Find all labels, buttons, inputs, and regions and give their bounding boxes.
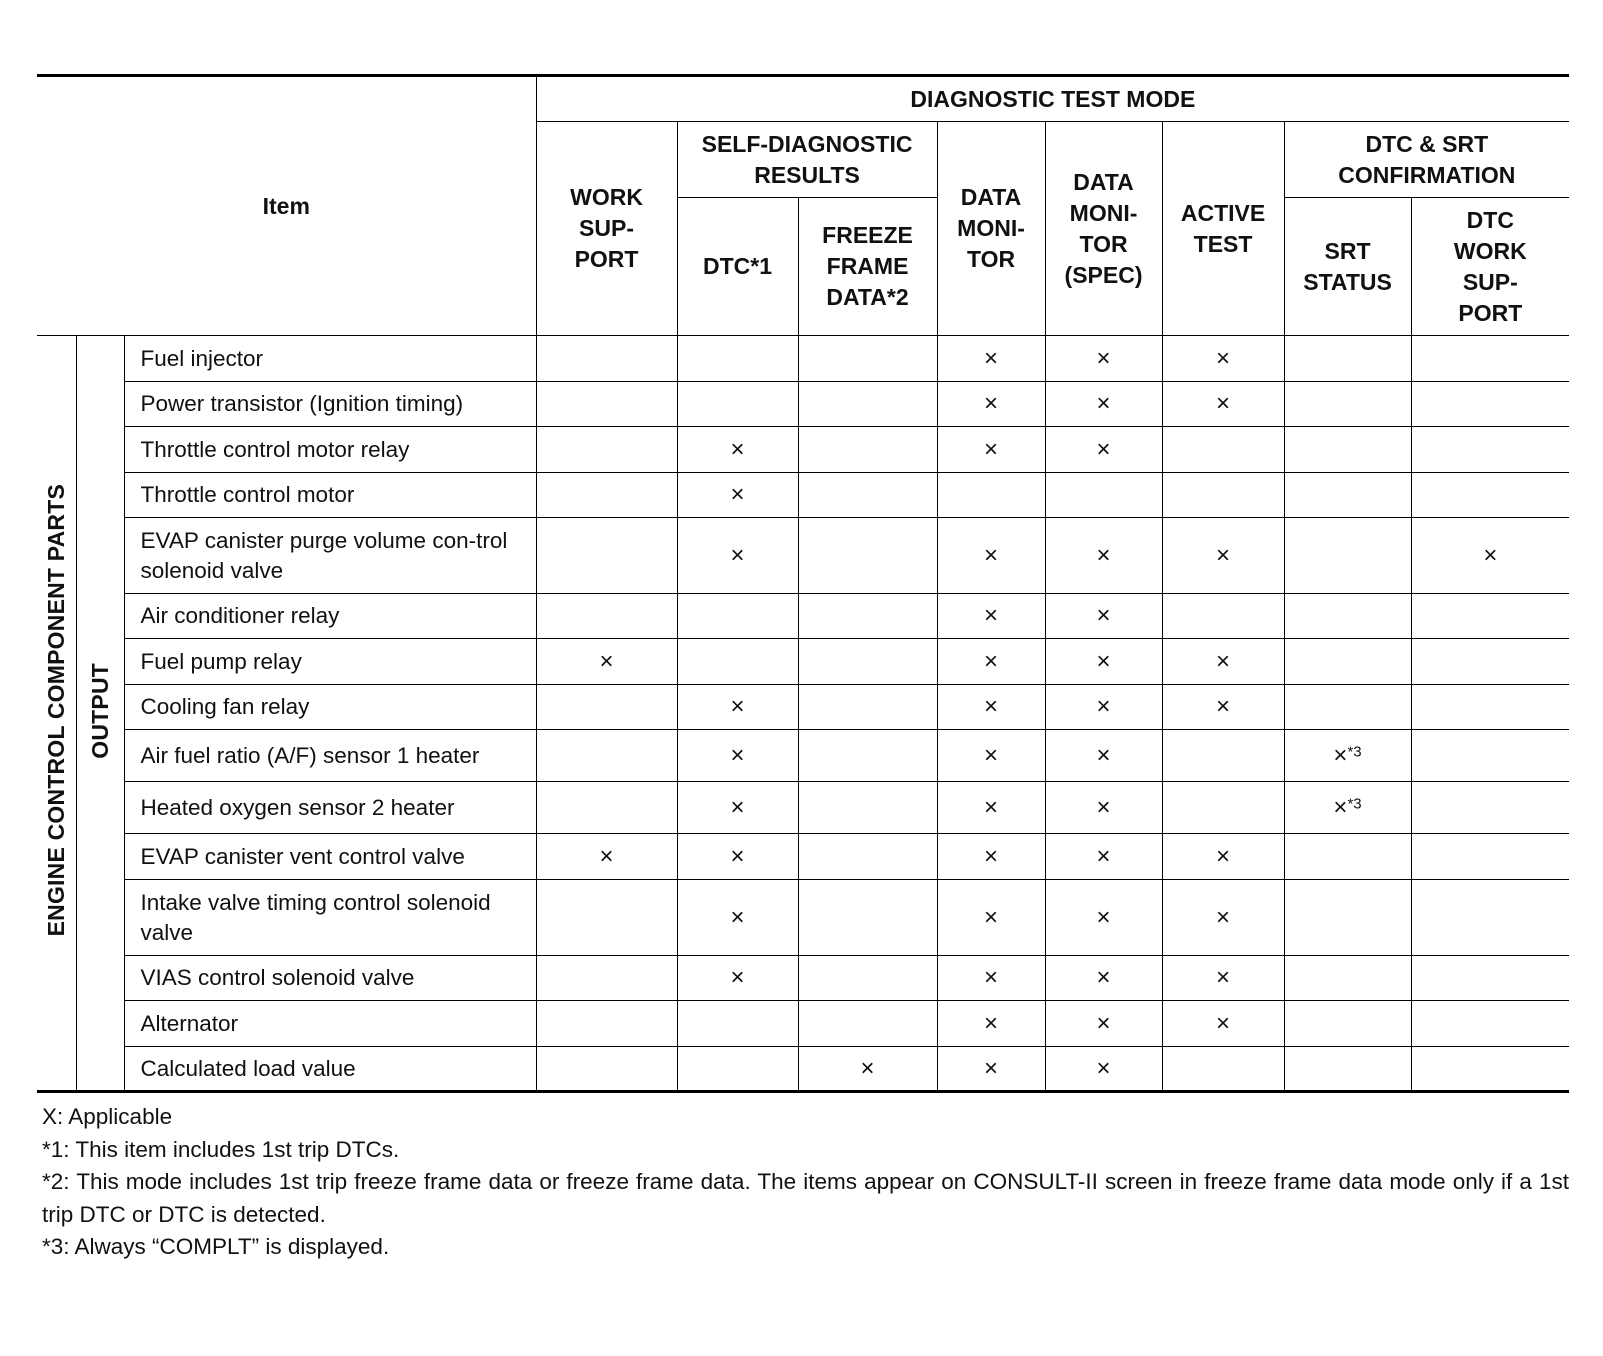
dtc-cell xyxy=(677,336,798,382)
table-row xyxy=(37,782,1569,834)
data-monitor-spec-applicable-mark: × xyxy=(1045,336,1162,382)
dtc-work-support-cell xyxy=(1411,1001,1569,1047)
srt-status-cell xyxy=(1284,685,1411,730)
data-monitor-header: DATA MONI- TOR xyxy=(937,122,1045,336)
srt-status-cell xyxy=(1284,730,1411,782)
data-monitor-applicable-mark: × xyxy=(937,427,1045,473)
dtc-applicable-mark: × xyxy=(677,473,798,518)
freeze-frame-data-cell xyxy=(798,1001,937,1047)
data-monitor-spec-applicable-mark: × xyxy=(1045,782,1162,834)
table-row xyxy=(37,834,1569,880)
active-test-cell xyxy=(1162,473,1284,518)
srt-status-cell xyxy=(1284,382,1411,427)
freeze-frame-data-cell xyxy=(798,782,937,834)
data-monitor-spec-applicable-mark: × xyxy=(1045,956,1162,1001)
freeze-frame-data-cell xyxy=(798,639,937,685)
dtc-work-support-cell xyxy=(1411,382,1569,427)
dtc-applicable-mark: × xyxy=(677,834,798,880)
data-monitor-spec-applicable-mark: × xyxy=(1045,1047,1162,1092)
dtc-work-support-cell xyxy=(1411,1047,1569,1092)
item-header: Item xyxy=(37,76,536,336)
work-support-applicable-mark: × xyxy=(536,639,677,685)
srt-status-cell xyxy=(1284,336,1411,382)
dtc-header: DTC*1 xyxy=(677,198,798,336)
data-monitor-applicable-mark: × xyxy=(937,685,1045,730)
note-2: *2: This mode includes 1st trip freeze frame data or freeze frame data. The items appear on CONSULT-II screen in freeze frame data mode only if a 1st trip DTC or DTC is detected. xyxy=(42,1169,1569,1227)
active-test-header: ACTIVE TEST xyxy=(1162,122,1284,336)
data-monitor-spec-cell xyxy=(1045,473,1162,518)
freeze-frame-data-cell xyxy=(798,956,937,1001)
data-monitor-spec-header: DATA MONI- TOR (SPEC) xyxy=(1045,122,1162,336)
table-row xyxy=(37,427,1569,473)
table-row xyxy=(37,730,1569,782)
footnote-ref: *3 xyxy=(1347,742,1362,760)
dtc-work-support-cell xyxy=(1411,956,1569,1001)
dtc-applicable-mark: × xyxy=(677,880,798,956)
data-monitor-spec-applicable-mark: × xyxy=(1045,1001,1162,1047)
freeze-frame-data-cell xyxy=(798,382,937,427)
table-row xyxy=(37,518,1569,594)
data-monitor-spec-applicable-mark: × xyxy=(1045,834,1162,880)
work-support-header: WORK SUP- PORT xyxy=(536,122,677,336)
dtc-applicable-mark: × xyxy=(677,956,798,1001)
work-support-cell xyxy=(536,473,677,518)
data-monitor-applicable-mark: × xyxy=(937,1047,1045,1092)
dtc-work-support-cell xyxy=(1411,782,1569,834)
data-monitor-applicable-mark: × xyxy=(937,518,1045,594)
item-cell: Fuel injector xyxy=(124,336,536,382)
dtc-applicable-mark: × xyxy=(677,782,798,834)
table-row xyxy=(37,594,1569,639)
dtc-work-support-cell xyxy=(1411,639,1569,685)
diagnostic-table-section xyxy=(37,74,1569,1264)
subgroup-label: OUTPUT xyxy=(86,662,113,759)
footnote-ref: *3 xyxy=(1347,794,1362,812)
freeze-frame-data-header: FREEZE FRAME DATA*2 xyxy=(798,198,937,336)
item-cell: Power transistor (Ignition timing) xyxy=(124,382,536,427)
data-monitor-applicable-mark: × xyxy=(937,880,1045,956)
dtc-cell xyxy=(677,639,798,685)
srt-status-cell xyxy=(1284,782,1411,834)
dtc-cell xyxy=(677,1001,798,1047)
item-cell: EVAP canister vent control valve xyxy=(124,834,536,880)
item-cell: Calculated load value xyxy=(124,1047,536,1092)
table-row xyxy=(37,685,1569,730)
table-row xyxy=(37,382,1569,427)
applicable-mark: × xyxy=(1333,741,1348,769)
diagnostic-test-mode-table xyxy=(37,74,1569,1093)
active-test-applicable-mark: × xyxy=(1162,336,1284,382)
work-support-cell xyxy=(536,1001,677,1047)
item-cell: Throttle control motor relay xyxy=(124,427,536,473)
active-test-applicable-mark: × xyxy=(1162,956,1284,1001)
freeze-frame-data-cell xyxy=(798,427,937,473)
dtc-work-support-header: DTC WORK SUP- PORT xyxy=(1411,198,1569,336)
data-monitor-applicable-mark: × xyxy=(937,1001,1045,1047)
table-row xyxy=(37,956,1569,1001)
subgroup-label-cell xyxy=(76,336,124,1092)
srt-status-header: SRT STATUS xyxy=(1284,198,1411,336)
item-cell: Heated oxygen sensor 2 heater xyxy=(124,782,536,834)
data-monitor-applicable-mark: × xyxy=(937,730,1045,782)
freeze-frame-data-cell xyxy=(798,473,937,518)
dtc-work-support-cell xyxy=(1411,473,1569,518)
note-1: *1: This item includes 1st trip DTCs. xyxy=(42,1136,400,1162)
table-row xyxy=(37,880,1569,956)
table-row xyxy=(37,473,1569,518)
freeze-frame-data-applicable-mark: × xyxy=(798,1047,937,1092)
work-support-cell xyxy=(536,685,677,730)
work-support-cell xyxy=(536,594,677,639)
active-test-cell xyxy=(1162,594,1284,639)
active-test-cell xyxy=(1162,730,1284,782)
data-monitor-applicable-mark: × xyxy=(937,639,1045,685)
group-label: ENGINE CONTROL COMPONENT PARTS xyxy=(42,484,69,937)
srt-status-cell xyxy=(1284,834,1411,880)
data-monitor-applicable-mark: × xyxy=(937,834,1045,880)
active-test-applicable-mark: × xyxy=(1162,639,1284,685)
data-monitor-cell xyxy=(937,473,1045,518)
active-test-applicable-mark: × xyxy=(1162,1001,1284,1047)
applicable-mark: × xyxy=(1333,793,1348,821)
data-monitor-spec-applicable-mark: × xyxy=(1045,518,1162,594)
active-test-applicable-mark: × xyxy=(1162,880,1284,956)
item-cell: Alternator xyxy=(124,1001,536,1047)
table-row xyxy=(37,639,1569,685)
dtc-work-support-cell xyxy=(1411,427,1569,473)
srt-status-cell xyxy=(1284,518,1411,594)
srt-status-cell xyxy=(1284,594,1411,639)
work-support-cell xyxy=(536,730,677,782)
work-support-cell xyxy=(536,518,677,594)
dtc-work-support-cell xyxy=(1411,880,1569,956)
table-row xyxy=(37,1047,1569,1092)
item-cell: Air conditioner relay xyxy=(124,594,536,639)
item-cell: Throttle control motor xyxy=(124,473,536,518)
freeze-frame-data-cell xyxy=(798,518,937,594)
work-support-cell xyxy=(536,336,677,382)
freeze-frame-data-cell xyxy=(798,880,937,956)
item-cell: Fuel pump relay xyxy=(124,639,536,685)
item-cell: Intake valve timing control solenoid valve xyxy=(124,880,536,956)
dtc-cell xyxy=(677,382,798,427)
srt-status-cell xyxy=(1284,1001,1411,1047)
freeze-frame-data-cell xyxy=(798,685,937,730)
active-test-applicable-mark: × xyxy=(1162,382,1284,427)
srt-status-cell xyxy=(1284,473,1411,518)
dtc-cell xyxy=(677,594,798,639)
dtc-applicable-mark: × xyxy=(677,427,798,473)
active-test-applicable-mark: × xyxy=(1162,518,1284,594)
footnotes xyxy=(37,1101,1569,1264)
data-monitor-applicable-mark: × xyxy=(937,594,1045,639)
dtc-work-support-applicable-mark: × xyxy=(1411,518,1569,594)
data-monitor-applicable-mark: × xyxy=(937,336,1045,382)
data-monitor-spec-applicable-mark: × xyxy=(1045,594,1162,639)
item-cell: Air fuel ratio (A/F) sensor 1 heater xyxy=(124,730,536,782)
active-test-cell xyxy=(1162,1047,1284,1092)
dtc-srt-confirmation-header: DTC & SRT CONFIRMATION xyxy=(1284,122,1569,198)
data-monitor-spec-applicable-mark: × xyxy=(1045,685,1162,730)
group-label-cell xyxy=(37,336,76,1092)
srt-status-cell xyxy=(1284,880,1411,956)
srt-status-cell xyxy=(1284,1047,1411,1092)
work-support-cell xyxy=(536,880,677,956)
self-diagnostic-results-header: SELF-DIAGNOSTIC RESULTS xyxy=(677,122,937,198)
dtc-work-support-cell xyxy=(1411,834,1569,880)
dtc-cell xyxy=(677,1047,798,1092)
note-3: *3: Always “COMPLT” is displayed. xyxy=(42,1234,390,1259)
active-test-cell xyxy=(1162,782,1284,834)
active-test-applicable-mark: × xyxy=(1162,685,1284,730)
dtc-work-support-cell xyxy=(1411,685,1569,730)
work-support-cell xyxy=(536,956,677,1001)
work-support-cell xyxy=(536,1047,677,1092)
work-support-applicable-mark: × xyxy=(536,834,677,880)
freeze-frame-data-cell xyxy=(798,834,937,880)
table-row xyxy=(37,336,1569,382)
active-test-applicable-mark: × xyxy=(1162,834,1284,880)
dtc-work-support-cell xyxy=(1411,730,1569,782)
item-cell: VIAS control solenoid valve xyxy=(124,956,536,1001)
dtc-work-support-cell xyxy=(1411,594,1569,639)
table-row xyxy=(37,1001,1569,1047)
freeze-frame-data-cell xyxy=(798,730,937,782)
dtc-applicable-mark: × xyxy=(677,730,798,782)
data-monitor-spec-applicable-mark: × xyxy=(1045,382,1162,427)
work-support-cell xyxy=(536,427,677,473)
work-support-cell xyxy=(536,382,677,427)
dtc-applicable-mark: × xyxy=(677,685,798,730)
table-body xyxy=(37,336,1569,1092)
srt-status-cell xyxy=(1284,956,1411,1001)
data-monitor-applicable-mark: × xyxy=(937,782,1045,834)
dtc-applicable-mark: × xyxy=(677,518,798,594)
data-monitor-spec-applicable-mark: × xyxy=(1045,639,1162,685)
freeze-frame-data-cell xyxy=(798,594,937,639)
data-monitor-spec-applicable-mark: × xyxy=(1045,730,1162,782)
srt-status-cell xyxy=(1284,427,1411,473)
data-monitor-spec-applicable-mark: × xyxy=(1045,880,1162,956)
work-support-cell xyxy=(536,782,677,834)
data-monitor-spec-applicable-mark: × xyxy=(1045,427,1162,473)
diagnostic-test-mode-header: DIAGNOSTIC TEST MODE xyxy=(536,76,1569,122)
data-monitor-applicable-mark: × xyxy=(937,956,1045,1001)
item-cell: Cooling fan relay xyxy=(124,685,536,730)
srt-status-cell xyxy=(1284,639,1411,685)
note-applicable: X: Applicable xyxy=(42,1104,173,1129)
freeze-frame-data-cell xyxy=(798,336,937,382)
dtc-work-support-cell xyxy=(1411,336,1569,382)
item-cell: EVAP canister purge volume con-trol solenoid valve xyxy=(124,518,536,594)
active-test-cell xyxy=(1162,427,1284,473)
data-monitor-applicable-mark: × xyxy=(937,382,1045,427)
